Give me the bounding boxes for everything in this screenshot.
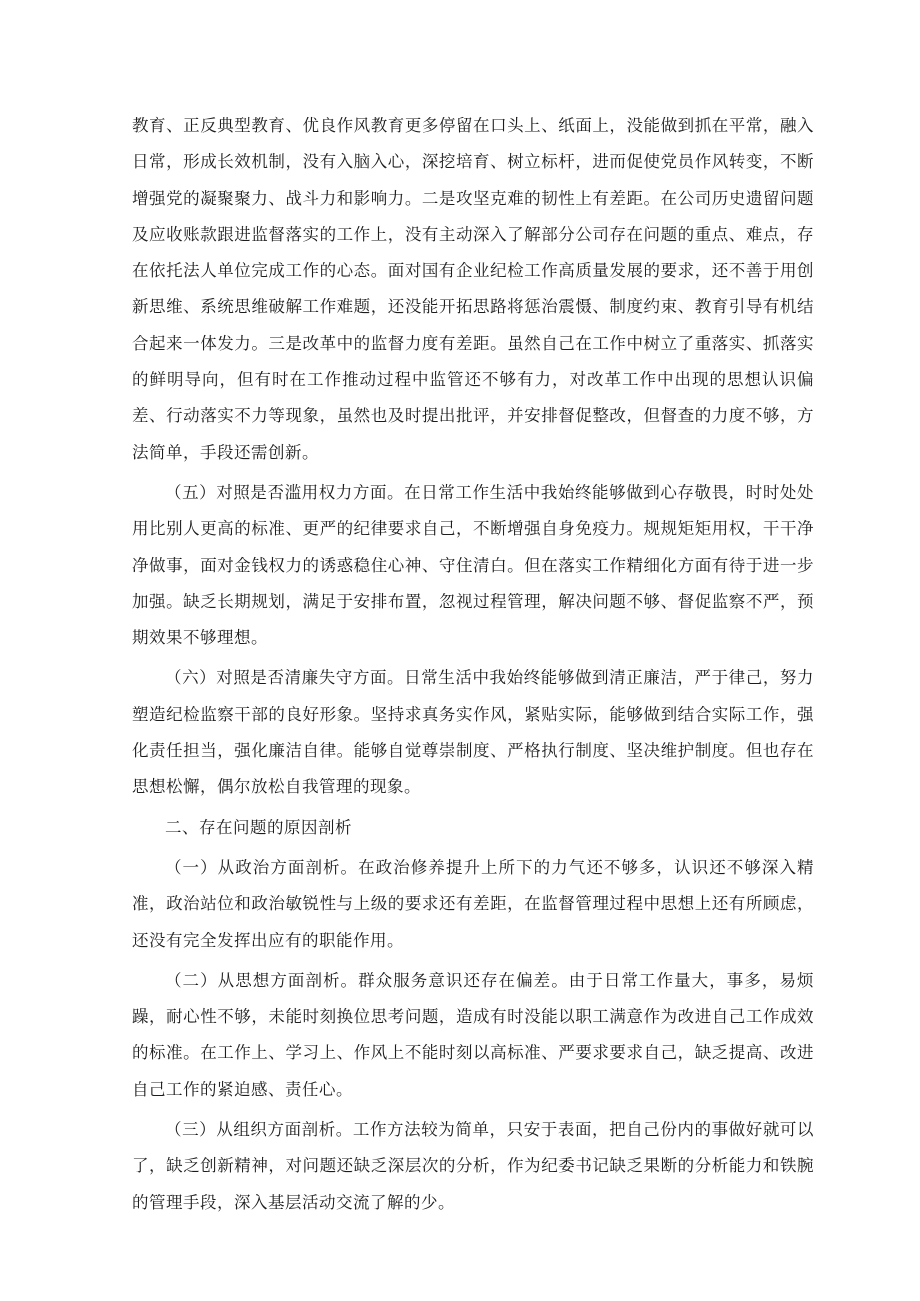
paragraph-political-analysis: （一）从政治方面剖析。在政治修养提升上所下的力气还不够多，认识还不够深入精准，政治站位和政治敏锐性与上级的要求还有差距，在监督管理过程中思想上还有所顾虑，还没有完全发挥出应有的职能作用。 <box>132 857 814 950</box>
paragraph-continuation: 教育、正反典型教育、优良作风教育更多停留在口头上、纸面上，没能做到抓在平常，融入日常，形成长效机制，没有入脑入心，深挖培育、树立标杆，进而促使党员作风转变，不断增强党的凝聚聚力、战斗力和影响力。二是攻坚克难的韧性上有差距。在公司历史遗留问题及应收账款跟进监督落实的工作上，没有主动深入了解部分公司存在问题的重点、难点，存在依托法人单位完成工作的心态。面对国有企业纪检工作高质量发展的要求，还不善于用创新思维、系统思维破解工作难题，还没能开拓思路将惩治震慑、制度约束、教育引导有机结合起来一体发力。三是改革中的监督力度有差距。虽然自己在工作中树立了重落实、抓落实的鲜明导向，但有时在工作推动过程中监管还不够有力，对改革工作中出现的思想认识偏差、行动落实不力等现象，虽然也及时提出批评，并安排督促整改，但督查的力度不够，方法简单，手段还需创新。 <box>132 116 814 462</box>
section-heading-cause-analysis: 二、存在问题的原因剖析 <box>165 817 352 837</box>
paragraph-organizational-analysis: （三）从组织方面剖析。工作方法较为简单，只安于表面，把自己份内的事做好就可以了，缺乏创新精神，对问题还缺乏深层次的分析，作为纪委书记缺乏果断的分析能力和铁腕的管理手段，深入基层活动交流了解的少。 <box>132 1120 814 1212</box>
paragraph-section-5: （五）对照是否滥用权力方面。在日常工作生活中我始终能够做到心存敬畏，时时处处用比别人更高的标准、更严的纪律要求自己，不断增强自身免疫力。规规矩矩用权，干干净净做事，面对金钱权力的诱惑稳住心神、守住清白。但在落实工作精细化方面有待于进一步加强。缺乏长期规划，满足于安排布置，忽视过程管理，解决问题不够、督促监察不严，预期效果不够理想。 <box>132 482 814 648</box>
paragraph-ideological-analysis: （二）从思想方面剖析。群众服务意识还存在偏差。由于日常工作量大，事多，易烦躁，耐心性不够，未能时刻换位思考问题，造成有时没能以职工满意作为改进自己工作成效的标准。在工作上、学习上、作风上不能时刻以高标准、严要求要求自己，缺乏提高、改进自己工作的紧迫感、责任心。 <box>132 970 814 1099</box>
paragraph-section-6: （六）对照是否清廉失守方面。日常生活中我始终能够做到清正廉洁，严于律己，努力塑造纪检监察干部的良好形象。坚持求真务实作风，紧贴实际，能够做到结合实际工作，强化责任担当，强化廉洁自律。能够自觉尊崇制度、严格执行制度、坚决维护制度。但也存在思想松懈，偶尔放松自我管理的现象。 <box>132 668 814 797</box>
document-body <box>132 108 814 1225</box>
